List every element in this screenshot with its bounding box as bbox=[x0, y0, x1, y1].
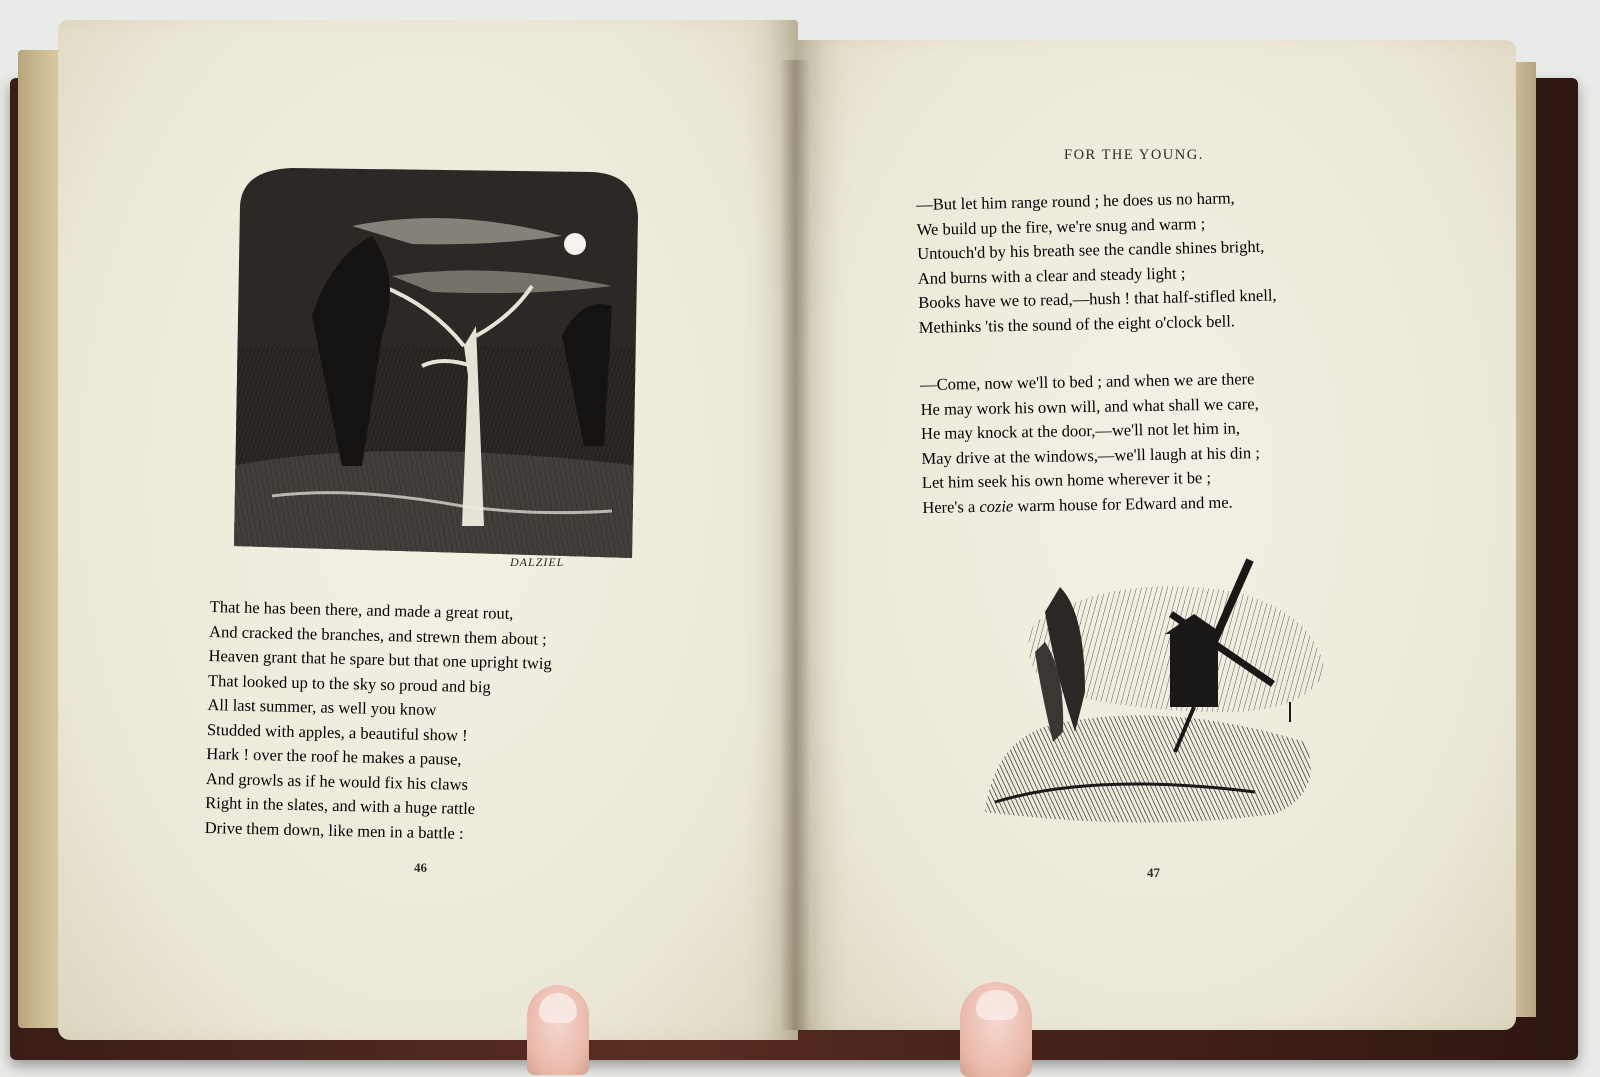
poem-line: He may knock at the door,—we'll not let him in, bbox=[920, 418, 1241, 443]
poem-line: Untouch'd by his breath see the candle shines bright, bbox=[917, 236, 1265, 263]
poem-line: Hark ! over the roof he makes a pause, bbox=[206, 743, 462, 769]
poem-line: All last summer, as well you know bbox=[207, 694, 437, 720]
poem-line: —Come, now we'll to bed ; and when we are there bbox=[920, 369, 1255, 394]
poem-line: May drive at the windows,—we'll laugh at his din ; bbox=[921, 442, 1261, 468]
poem-line: Heaven grant that he spare but that one upright twig bbox=[208, 645, 552, 673]
right-page-stanza-1 bbox=[916, 185, 1277, 339]
poem-line: And burns with a clear and steady light ; bbox=[917, 262, 1186, 288]
poem-line: Let him seek his own home wherever it be ; bbox=[921, 467, 1212, 492]
poem-line: —But let him range round ; he does us no harm, bbox=[916, 188, 1235, 214]
poem-line: Books have we to read,—hush ! that half-stifled knell, bbox=[918, 285, 1277, 312]
running-head: FOR THE YOUNG. bbox=[1064, 147, 1204, 163]
right-page-stanza-2 bbox=[920, 367, 1261, 520]
poem-line: Methinks 'tis the sound of the eight o'clock bell. bbox=[918, 310, 1236, 337]
poem-line: He may work his own will, and what shall we care, bbox=[920, 393, 1259, 419]
poem-line: We build up the fire, we're snug and warm ; bbox=[916, 213, 1206, 239]
poem-line: That looked up to the sky so proud and big bbox=[207, 670, 491, 696]
page-number-left: 46 bbox=[414, 860, 427, 875]
moonlit-trees-engraving bbox=[232, 166, 642, 566]
windmill-engraving bbox=[975, 552, 1335, 832]
poem-line: Drive them down, like men in a battle : bbox=[204, 817, 464, 843]
poem-line: And cracked the branches, and strewn them about ; bbox=[208, 621, 547, 649]
poem-line: That he has been there, and made a great rout, bbox=[209, 596, 514, 623]
poem-line: Studded with apples, a beautiful show ! bbox=[206, 719, 468, 745]
left-thumb bbox=[527, 985, 589, 1075]
poem-line: Here's a cozie warm house for Edward and me. bbox=[922, 492, 1233, 517]
engraver-signature: DALZIEL bbox=[510, 555, 565, 569]
left-page-poem bbox=[204, 595, 553, 848]
page-number-right: 47 bbox=[1147, 865, 1160, 880]
right-thumb bbox=[960, 982, 1032, 1077]
book-gutter bbox=[780, 60, 810, 1030]
poem-line: Right in the slates, and with a huge rattle bbox=[205, 792, 476, 819]
poem-line: And growls as if he would fix his claws bbox=[205, 768, 469, 794]
